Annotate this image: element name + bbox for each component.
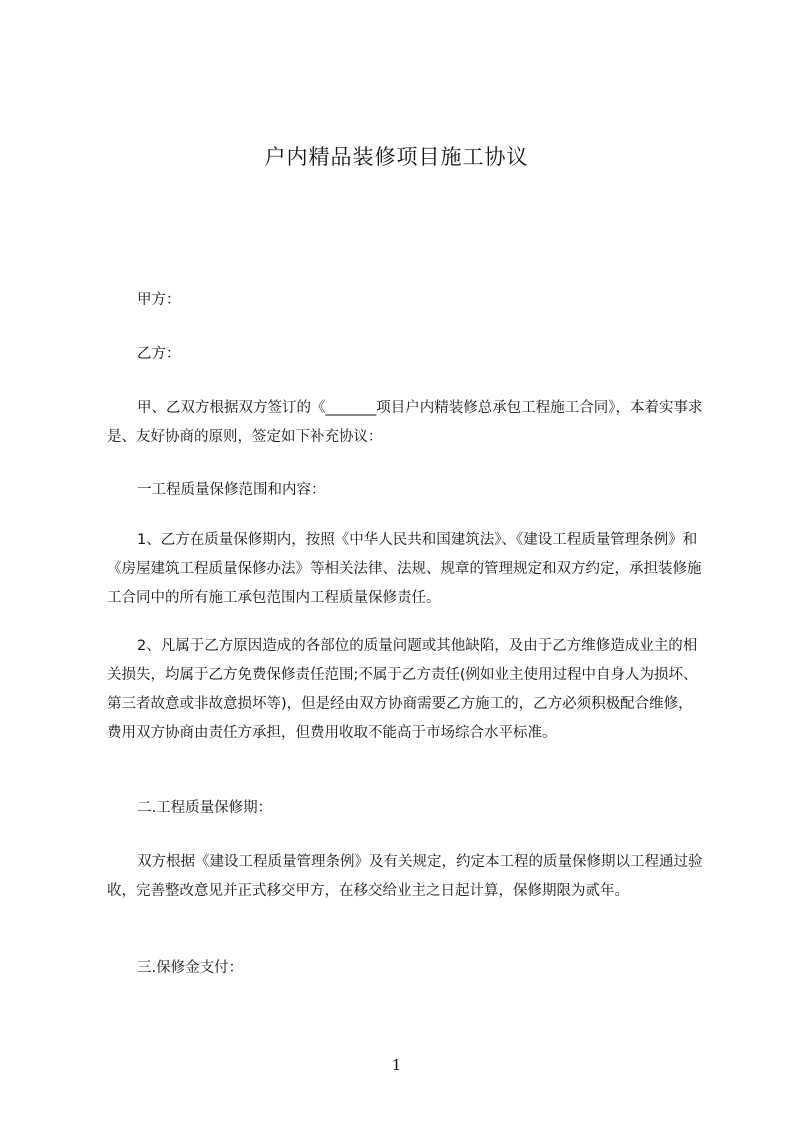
party-b-label: 乙方：	[137, 346, 181, 362]
section1-item2: 2、凡属于乙方原因造成的各部位的质量问题或其他缺陷，及由于乙方维修造成业主的相关损失，均属于乙方免费保修责任范围;不属于乙方责任(例如业主使用过程中自身人为损坏、第三者故意或非故意损坏等)，但是经由双方协商需要乙方施工的，乙方必须积极配合维修，费用双方协商由责任方承担，但费用收取不能高于市场综合水平标准。	[107, 638, 698, 741]
party-a-label: 甲方：	[137, 292, 181, 308]
section1-item1: 1、乙方在质量保修期内，按照《中华人民共和国建筑法》、《建设工程质量管理条例》和《房屋建筑工程质量保修办法》等相关法律、法规、规章的管理规定和双方约定，承担装修施工合同中的所有施工承包范围内工程质量保修责任。	[107, 532, 702, 606]
section2-body: 双方根据《建设工程质量管理条例》及有关规定，约定本工程的质量保修期以工程通过验收，完善整改意见并正式移交甲方，在移交给业主之日起计算，保修期限为贰年。	[107, 854, 703, 899]
section1-heading: 一工程质量保修范围和内容：	[137, 482, 326, 498]
page-number: 1	[391, 1056, 402, 1074]
document-title: 户内精品装修项目施工协议	[264, 145, 529, 169]
section2-heading: 二.工程质量保修期：	[137, 800, 273, 816]
section3-heading: 三.保修金支付：	[137, 960, 244, 976]
intro-paragraph: 甲、乙双方根据双方签订的《_______项目户内精装修总承包工程施工合同》，本着实事求是、友好协商的原则，签定如下补充协议：	[107, 400, 703, 445]
